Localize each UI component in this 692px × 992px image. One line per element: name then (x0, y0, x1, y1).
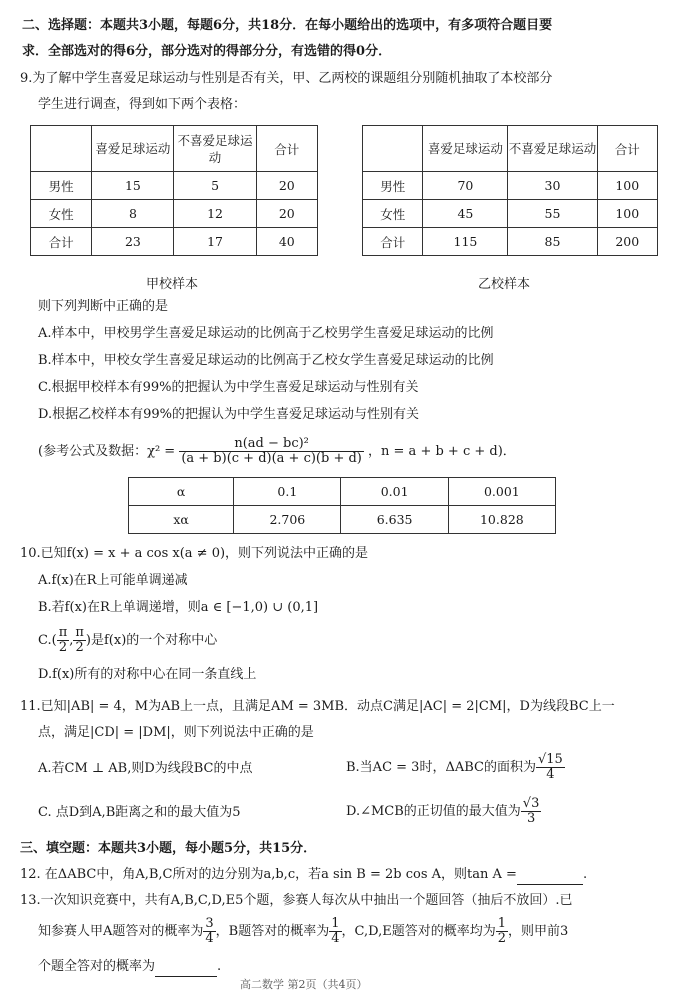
table-a-cell: 12 (174, 200, 256, 228)
table-a-cell: 40 (256, 228, 317, 256)
q10-option-c (38, 624, 217, 658)
fraction-denominator: 2 (75, 640, 84, 655)
q12-answer-blank (517, 866, 583, 885)
q11-stem-line1: 11.已知|AB| = 4，M为AB上一点，且满足AM = 3MB．动点C满足|AC| = 2|CM|，D为线段BC上一 (20, 699, 615, 714)
fraction-denominator: 4 (205, 931, 214, 946)
fraction-denominator: 4 (331, 931, 340, 946)
table-b-cell: 100 (597, 172, 657, 200)
q11-option-d (346, 792, 541, 832)
table-school-a (30, 125, 318, 256)
section3-header: 三、填空题：本题共3小题，每小题5分，共15分． (20, 841, 317, 856)
fraction-numerator: π (58, 625, 68, 640)
q10-option-a: A.f(x)在R上可能单调递减 (38, 573, 188, 588)
q13-frac-a (203, 917, 215, 946)
fraction-numerator: √3 (522, 796, 540, 811)
ref-cell: 6.635 (341, 506, 448, 534)
q11-option-a: A.若CM ⊥ AB,则D为线段BC的中点 (38, 761, 253, 776)
critical-value-table (128, 477, 556, 534)
section2-header-line2: 求．全部选对的得6分，部分选对的得部分分，有选错的得0分． (22, 44, 392, 59)
table-a-header-dislike: 不喜爱足球运动 (174, 126, 256, 172)
chi-square-fraction (179, 437, 364, 466)
table-a-cell: 20 (256, 172, 317, 200)
q13-text-c: ，C,D,E题答对的概率均为 (341, 924, 496, 939)
formula-prefix: (参考公式及数据：χ² = (38, 444, 176, 459)
q13-frac-b (329, 917, 341, 946)
fraction-numerator: √15 (537, 752, 563, 767)
table-a-header-total: 合计 (256, 126, 317, 172)
table-school-b (362, 125, 658, 256)
q9-option-b: B.样本中，甲校女学生喜爱足球运动的比例高于乙校女学生喜爱足球运动的比例 (38, 353, 494, 368)
table-a-cell: 女性 (31, 200, 92, 228)
q13-frac-c (496, 917, 508, 946)
q12-end: . (582, 867, 588, 882)
q11-option-b (346, 748, 565, 788)
formula-suffix: ，n = a + b + c + d)． (368, 444, 516, 459)
q13-stem-line3 (38, 958, 221, 977)
q9-option-d: D.根据乙校样本有99%的把握认为中学生喜爱足球运动与性别有关 (38, 407, 419, 422)
fraction-denominator: 3 (526, 811, 536, 826)
table-b-cell: 男性 (363, 172, 423, 200)
q13-stem-line2 (38, 914, 568, 950)
table-a-header-blank (31, 126, 92, 172)
page-footer: 高二数学 第2页（共4页） (240, 978, 368, 991)
q11-optb-frac (536, 753, 565, 782)
q13-text-b: ，B题答对的概率为 (215, 924, 330, 939)
table-b-cell: 合计 (363, 228, 423, 256)
table-a-caption: 甲校样本 (146, 277, 199, 292)
q10-option-b: B.若f(x)在R上单调递增，则a ∈ [−1,0) ∪ (0,1] (38, 600, 319, 615)
table-b-header-total: 合计 (597, 126, 657, 172)
q10-stem: 10.已知f(x) = x + a cos x(a ≠ 0)，则下列说法中正确的是 (20, 546, 369, 561)
q9-prompt: 则下列判断中正确的是 (38, 299, 169, 314)
ref-cell: 0.01 (341, 478, 448, 506)
table-a-cell: 合计 (31, 228, 92, 256)
table-b-cell: 85 (508, 228, 597, 256)
fraction-numerator: 1 (331, 916, 340, 931)
ref-cell: 10.828 (448, 506, 555, 534)
q11-stem-line2: 点，满足|CD| = |DM|，则下列说法中正确的是 (38, 725, 314, 740)
table-a-cell: 17 (174, 228, 256, 256)
q12-stem (20, 866, 587, 885)
q9-formula (38, 432, 516, 472)
ref-cell: 0.1 (234, 478, 341, 506)
q10-optc-pre: C.( (38, 633, 57, 648)
fraction-numerator: n(ad − bc)² (179, 437, 364, 452)
fraction-denominator: 2 (497, 931, 506, 946)
q10-option-d: D.f(x)所有的对称中心在同一条直线上 (38, 667, 257, 682)
table-b-cell: 115 (423, 228, 508, 256)
table-b-cell: 100 (597, 200, 657, 228)
q11-optb-text: B.当AC = 3时，ΔABC的面积为 (346, 760, 536, 775)
table-b-cell: 200 (597, 228, 657, 256)
q13-text-a: 知参赛人甲A题答对的概率为 (38, 924, 204, 939)
ref-cell: 0.001 (448, 478, 555, 506)
q13-text-d: ，则甲前3 (508, 924, 569, 939)
table-b-cell: 70 (423, 172, 508, 200)
q9-option-a: A.样本中，甲校男学生喜爱足球运动的比例高于乙校男学生喜爱足球运动的比例 (38, 326, 494, 341)
fraction-numerator: 1 (497, 916, 506, 931)
table-b-header-blank (363, 126, 423, 172)
fraction-numerator: 3 (205, 916, 214, 931)
fraction-numerator: π (75, 625, 84, 640)
q10-optc-frac1 (57, 626, 70, 655)
section2-header-line1: 二、选择题：本题共3小题，每题6分，共18分．在每小题给出的选项中，有多项符合题目要 (22, 18, 553, 33)
q10-optc-post: )是f(x)的一个对称中心 (85, 633, 218, 648)
q11-optd-text: D.∠MCB的正切值的最大值为 (346, 804, 521, 819)
table-a-cell: 男性 (31, 172, 92, 200)
ref-cell: 2.706 (234, 506, 341, 534)
q9-stem-line2: 学生进行调查，得到如下两个表格： (38, 97, 247, 112)
q13-text-e: 个题全答对的概率为 (38, 959, 156, 974)
table-a-cell: 23 (92, 228, 174, 256)
table-b-cell: 女性 (363, 200, 423, 228)
q11-option-c: C. 点D到A,B距离之和的最大值为5 (38, 805, 241, 820)
table-a-header-like: 喜爱足球运动 (92, 126, 174, 172)
table-b-caption: 乙校样本 (478, 277, 531, 292)
table-a-cell: 5 (174, 172, 256, 200)
q9-option-c: C.根据甲校样本有99%的把握认为中学生喜爱足球运动与性别有关 (38, 380, 419, 395)
fraction-denominator: 2 (58, 640, 68, 655)
fraction-denominator: (a + b)(c + d)(a + c)(b + d) (181, 451, 362, 466)
fraction-denominator: 4 (546, 767, 555, 782)
table-a-cell: 8 (92, 200, 174, 228)
q12-text: 12. 在ΔABC中，角A,B,C所对的边分别为a,b,c，若a sin B = 2b cos A，则tan A = (20, 867, 517, 882)
ref-cell: xα (129, 506, 234, 534)
table-b-cell: 45 (423, 200, 508, 228)
table-b-cell: 55 (508, 200, 597, 228)
q13-answer-blank (155, 958, 217, 977)
ref-cell: α (129, 478, 234, 506)
q10-optc-frac2 (73, 626, 86, 655)
q13-stem-line1: 13.一次知识竞赛中，共有A,B,C,D,E5个题，参赛人每次从中抽出一个题回答（抽后不放回）.已 (20, 893, 573, 908)
q10-optc-mid: , (69, 633, 74, 648)
table-b-header-like: 喜爱足球运动 (423, 126, 508, 172)
q11-optd-frac (521, 797, 542, 826)
table-a-cell: 15 (92, 172, 174, 200)
table-b-header-dislike: 不喜爱足球运动 (508, 126, 597, 172)
table-a-cell: 20 (256, 200, 317, 228)
table-b-cell: 30 (508, 172, 597, 200)
q9-stem-line1: 9.为了解中学生喜爱足球运动与性别是否有关，甲、乙两校的课题组分别随机抽取了本校部分 (20, 71, 553, 86)
q13-end: . (217, 959, 222, 974)
